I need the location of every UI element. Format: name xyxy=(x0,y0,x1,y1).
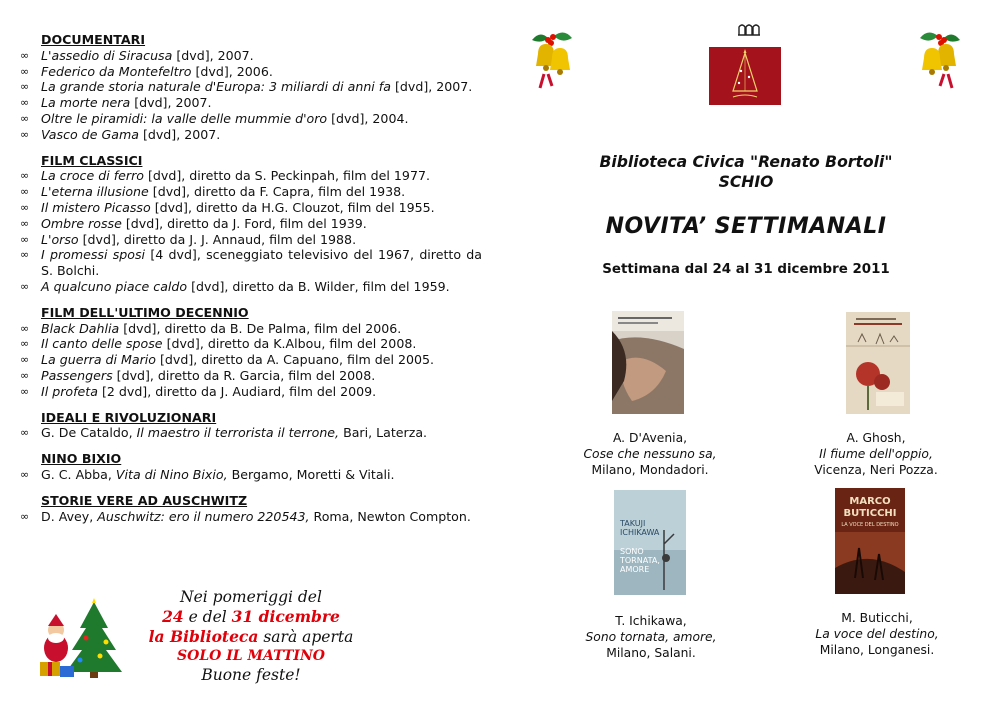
list-item xyxy=(20,79,482,95)
notice-e-del: e del xyxy=(183,608,232,626)
infinity-bullet-icon: ∞ xyxy=(20,80,30,94)
item-details: [dvd], diretto da J. Ford, film del 1939. xyxy=(121,215,367,231)
section-title: STORIE VERE AD AUSCHWITZ xyxy=(41,492,248,508)
item-details: [dvd], 2007. xyxy=(172,47,254,63)
list-item xyxy=(20,321,482,337)
item-details: [dvd], diretto da B. De Palma, film del 2006. xyxy=(119,320,402,336)
book-cover-ichikawa xyxy=(614,490,686,595)
book-cover-buticchi xyxy=(835,488,905,594)
section-title: DOCUMENTARI xyxy=(41,32,146,47)
item-title: A qualcuno piace caldo xyxy=(41,278,188,294)
infinity-bullet-icon: ∞ xyxy=(20,232,30,246)
notice-date-31: 31 dicembre xyxy=(231,607,340,626)
svg-text:AMORE: AMORE xyxy=(620,565,650,574)
item-details: [2 dvd], diretto da J. Audiard, film del 2009. xyxy=(97,383,377,399)
book-publisher: Vicenza, Neri Pozza. xyxy=(814,463,938,477)
item-title: Vasco de Gama xyxy=(41,126,139,142)
infinity-bullet-icon: ∞ xyxy=(20,96,30,110)
item-title: Vita di Nino Bixio, xyxy=(115,466,228,482)
book-title: La voce del destino, xyxy=(815,627,939,641)
list-item xyxy=(20,64,482,80)
list-item xyxy=(20,279,482,295)
item-details: [dvd], 2007. xyxy=(390,79,473,95)
notice-line3 xyxy=(140,627,362,647)
item-author: G. C. Abba, xyxy=(41,466,116,482)
item-title: Black Dahlia xyxy=(41,320,120,336)
holly-bells-left-icon xyxy=(526,24,576,90)
book-publisher: Milano, Mondadori. xyxy=(591,463,709,477)
item-title: La morte nera xyxy=(41,95,131,111)
book-caption-4 xyxy=(777,610,977,658)
item-details: Bari, Laterza. xyxy=(339,425,428,441)
book-caption-3 xyxy=(551,613,751,661)
svg-text:SONO: SONO xyxy=(620,547,644,556)
item-details: Roma, Newton Compton. xyxy=(309,508,471,524)
notice-buone-feste: Buone feste! xyxy=(201,666,301,684)
library-christmas-logo xyxy=(709,47,781,105)
item-title: L'eterna illusione xyxy=(41,184,149,200)
book-caption-1 xyxy=(550,430,750,478)
item-title: Il mistero Picasso xyxy=(41,199,151,215)
item-title: La croce di ferro xyxy=(41,168,144,184)
list-item xyxy=(20,384,482,400)
infinity-bullet-icon: ∞ xyxy=(20,321,30,335)
svg-text:MARCO: MARCO xyxy=(849,496,891,507)
notice-solo-mattino: SOLO IL MATTINO xyxy=(177,648,325,664)
notice-biblioteca: la Biblioteca xyxy=(148,627,259,646)
svg-text:TORNATA,: TORNATA, xyxy=(620,556,660,565)
book-cover-ghosh xyxy=(846,312,910,414)
list-item xyxy=(20,216,482,232)
list-item xyxy=(20,111,482,127)
section xyxy=(20,451,482,483)
section-title: IDEALI E RIVOLUZIONARI xyxy=(41,409,217,425)
infinity-bullet-icon: ∞ xyxy=(20,337,30,351)
notice-sara-aperta: sarà aperta xyxy=(258,628,354,646)
infinity-bullet-icon: ∞ xyxy=(20,467,30,481)
infinity-bullet-icon: ∞ xyxy=(20,169,30,183)
item-title: Il maestro il terrorista il terrone, xyxy=(136,425,340,441)
item-title: Auschwitz: ero il numero 220543, xyxy=(97,508,310,524)
item-details: [dvd], 2004. xyxy=(327,110,409,126)
section-title: FILM DELL'ULTIMO DECENNIO xyxy=(41,304,249,320)
item-details: [dvd], diretto da A. Capuano, film del 2005. xyxy=(156,352,435,368)
svg-text:BUTICCHI: BUTICCHI xyxy=(843,508,897,519)
item-details: [dvd], diretto da S. Peckinpah, film del 1977. xyxy=(143,168,430,184)
infinity-bullet-icon: ∞ xyxy=(20,248,30,262)
list-item xyxy=(20,200,482,216)
library-name xyxy=(500,152,992,192)
infinity-bullet-icon: ∞ xyxy=(20,353,30,367)
item-title: L'assedio di Siracusa xyxy=(41,47,173,63)
book-author: A. Ghosh, xyxy=(846,431,906,445)
item-title: La grande storia naturale d'Europa: 3 miliardi di anni fa xyxy=(41,79,391,95)
book-title: Il fiume dell'oppio, xyxy=(819,447,933,461)
item-title: Passengers xyxy=(41,367,113,383)
notice-date-24: 24 xyxy=(162,607,184,626)
book-author: M. Buticchi, xyxy=(841,611,913,625)
infinity-bullet-icon: ∞ xyxy=(20,185,30,199)
book-author: T. Ichikawa, xyxy=(615,614,687,628)
infinity-bullet-icon: ∞ xyxy=(20,111,30,125)
item-details: [dvd], diretto da B. Wilder, film del 1959. xyxy=(187,278,450,294)
infinity-bullet-icon: ∞ xyxy=(20,48,30,62)
item-details: [4 dvd], sceneggiato televisivo del 1967, diretto da S. Bolchi. xyxy=(41,247,483,279)
list-item xyxy=(20,48,482,64)
right-panel xyxy=(500,0,992,701)
week-range: Settimana dal 24 al 31 dicembre 2011 xyxy=(602,262,890,277)
section xyxy=(20,32,482,143)
book-list xyxy=(20,32,482,534)
library-city: SCHIO xyxy=(718,173,774,191)
infinity-bullet-icon: ∞ xyxy=(20,509,30,523)
item-details: Bergamo, Moretti & Vitali. xyxy=(227,466,395,482)
infinity-bullet-icon: ∞ xyxy=(20,426,30,440)
list-item xyxy=(20,127,482,143)
infinity-bullet-icon: ∞ xyxy=(20,279,30,293)
item-title: Ombre rosse xyxy=(41,215,122,231)
opening-notice xyxy=(140,588,362,685)
item-details: [dvd], diretto da H.G. Clouzot, film del 1955. xyxy=(150,199,435,215)
holly-bells-right-icon xyxy=(916,24,966,90)
svg-text:LA VOCE DEL DESTINO: LA VOCE DEL DESTINO xyxy=(841,522,899,528)
infinity-bullet-icon: ∞ xyxy=(20,200,30,214)
list-item xyxy=(20,368,482,384)
infinity-bullet-icon: ∞ xyxy=(20,368,30,382)
item-title: L'orso xyxy=(41,231,79,247)
notice-line1: Nei pomeriggi del xyxy=(180,588,322,606)
infinity-bullet-icon: ∞ xyxy=(20,64,30,78)
notice-line2 xyxy=(140,607,362,627)
list-item xyxy=(20,95,482,111)
list-item xyxy=(20,509,482,525)
section xyxy=(20,153,482,295)
item-details: [dvd], 2006. xyxy=(191,63,273,79)
item-details: [dvd], 2007. xyxy=(130,95,212,111)
section-title: NINO BIXIO xyxy=(41,451,122,467)
book-cover-davenia xyxy=(612,311,684,414)
item-title: I promessi sposi xyxy=(41,247,146,263)
book-publisher: Milano, Salani. xyxy=(606,646,696,660)
item-details: [dvd], diretto da J. J. Annaud, film del 1988. xyxy=(78,231,357,247)
svg-text:ICHIKAWA: ICHIKAWA xyxy=(620,528,660,537)
section xyxy=(20,493,482,525)
christmas-tree-icon xyxy=(36,598,130,678)
item-author: G. De Cataldo, xyxy=(41,425,137,441)
item-author: D. Avey, xyxy=(41,508,98,524)
list-item xyxy=(20,247,482,279)
section xyxy=(20,410,482,442)
infinity-bullet-icon: ∞ xyxy=(20,216,30,230)
section-title: FILM CLASSICI xyxy=(41,152,143,168)
book-title: Sono tornata, amore, xyxy=(585,630,717,644)
svg-text:TAKUJI: TAKUJI xyxy=(620,519,646,528)
book-caption-2 xyxy=(776,430,976,478)
item-details: [dvd], 2007. xyxy=(138,126,221,142)
item-title: Federico da Montefeltro xyxy=(41,63,192,79)
item-details: [dvd], diretto da F. Capra, film del 1938. xyxy=(148,184,406,200)
item-title: La guerra di Mario xyxy=(41,352,156,368)
book-author: A. D'Avenia, xyxy=(612,431,688,445)
list-item xyxy=(20,467,482,483)
item-title: Oltre le piramidi: la valle delle mummie d'oro xyxy=(41,110,328,126)
page-title: NOVITA’ SETTIMANALI xyxy=(605,214,887,239)
list-item xyxy=(20,336,482,352)
list-item xyxy=(20,184,482,200)
list-item xyxy=(20,232,482,248)
list-item xyxy=(20,352,482,368)
infinity-bullet-icon: ∞ xyxy=(20,384,30,398)
infinity-bullet-icon: ∞ xyxy=(20,127,30,141)
book-title: Cose che nessuno sa, xyxy=(583,447,717,461)
list-item xyxy=(20,425,482,441)
item-details: [dvd], diretto da R. Garcia, film del 2008. xyxy=(112,367,376,383)
item-title: Il canto delle spose xyxy=(41,336,163,352)
list-item xyxy=(20,168,482,184)
book-publisher: Milano, Longanesi. xyxy=(819,643,935,657)
library-emblem-icon xyxy=(738,22,760,36)
library-title: Biblioteca Civica "Renato Bortoli" xyxy=(599,153,893,171)
item-title: Il profeta xyxy=(41,383,98,399)
item-details: [dvd], diretto da K.Albou, film del 2008. xyxy=(162,336,417,352)
section xyxy=(20,305,482,400)
